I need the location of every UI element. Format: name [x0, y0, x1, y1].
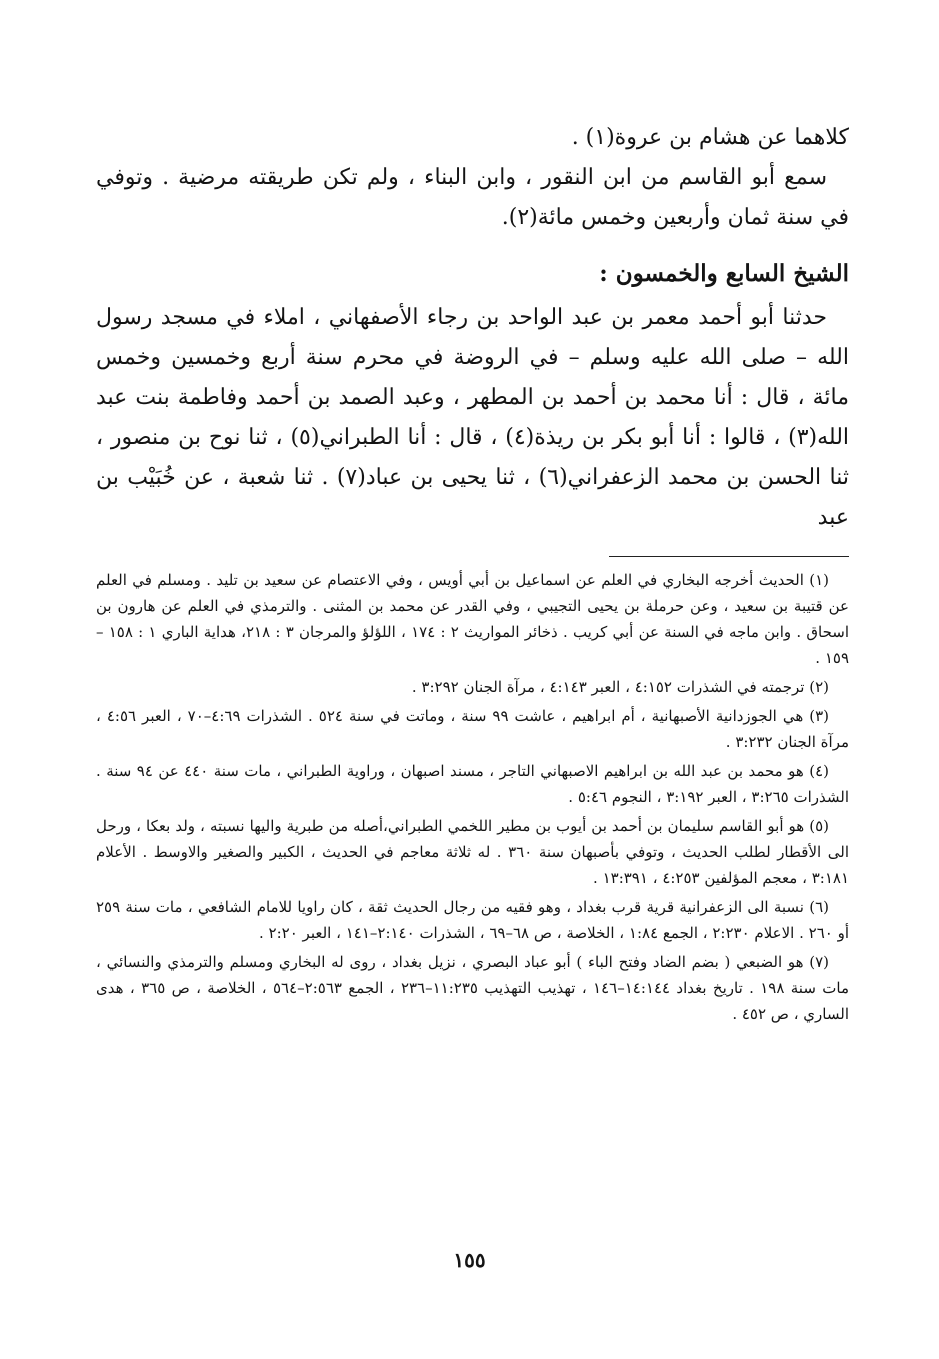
- footnote-7: (٧) هو الضبعي ( بضم الضاد وفتح الباء ) أبو عباد البصري ، نزيل بغداد ، روى له البخاري ومسلم والترمذي والنسائي ، مات سنة ١٩٨ . تاريخ بغداد ١٤:١٤٤–١٤٦ ، تهذيب التهذيب ١١:٢٣٥–٢٣٦ ، الجمع ٢:٥٦٣–٥٦٤ ، الخلاصة ، ص ٣٦٥ ، هدى الساري ، ص ٤٥٢ .: [96, 953, 849, 1023]
- footnote-separator: [609, 556, 849, 557]
- footnote-2: (٢) ترجمته في الشذرات ٤:١٥٢ ، العبر ٤:١٤٣ ، مرآة الجنان ٣:٢٩٢ .: [411, 678, 829, 696]
- paragraph-biography: سمع أبو القاسم من ابن النقور ، وابن البناء ، ولم تكن طريقته مرضية . وتوفي في سنة ثمان وأربعين وخمس مائة(٢).: [96, 165, 849, 230]
- page-number: ١٥٥: [453, 1248, 486, 1272]
- footnote-1: (١) الحديث أخرجه البخاري في العلم عن اسماعيل بن أبي أويس ، وفي الاعتصام عن سعيد بن تليد . ومسلم في العلم عن قتيبة بن سعيد ، وعن حرملة بن يحيى التجيبي ، وفي القدر عن محمد بن المثنى . والترمذي في العلم عن هارون بن اسحاق . وابن ماجه في السنة عن أبي كريب . ذخائر المواريث ٢ : ١٧٤ ، اللؤلؤ والمرجان ٣ : ٢١٨، هداية الباري ١ : ١٥٨ – ١٥٩ .: [96, 571, 849, 667]
- footnotes: [96, 567, 849, 1027]
- section-heading: الشيخ السابع والخمسون :: [599, 260, 849, 287]
- paragraph-narrator-end: كلاهما عن هشام بن عروة(١) .: [571, 125, 849, 150]
- paragraph-hadith-chain: حدثنا أبو أحمد معمر بن عبد الواحد بن رجاء الأصفهاني ، املاء في مسجد رسول الله – صلى الله عليه وسلم – في الروضة في محرم سنة أربع وخمسين وخمس مائة ، قال : أنا محمد بن أحمد بن المطهر ، وعبد الصمد بن أحمد وفاطمة بنت عبد الله(٣) ، قالوا : أنا أبو بكر بن ريذة(٤) ، قال : أنا الطبراني(٥) ، ثنا نوح بن منصور ، ثنا الحسن بن محمد الزعفراني(٦) ، ثنا يحيى بن عباد(٧) . ثنا شعبة ، عن خُبَيْب بن عبد: [96, 305, 850, 530]
- footnote-5: (٥) هو أبو القاسم سليمان بن أحمد بن أيوب بن مطير اللخمي الطبراني،أصله من طبرية واليها نسبته ، ولد بعكا ، ورحل الى الأقطار لطلب الحديث ، وتوفي بأصبهان سنة ٣٦٠ . له ثلاثة معاجم في الحديث ، الكبير والصغير والاوسط . الأعلام ٣:١٨١ ، معجم المؤلفين ٤:٢٥٣ ، ١٣:٣٩١ .: [96, 817, 849, 887]
- main-text: [96, 118, 849, 538]
- footnote-6: (٦) نسبة الى الزعفرانية قرية قرب بغداد ، وهو فقيه من رجال الحديث ثقة ، كان راويا للامام الشافعي ، مات سنة ٢٥٩ أو ٢٦٠ . الاعلام ٢:٢٣٠ ، الجمع ١:٨٤ ، الخلاصة ، ص ٦٨–٦٩ ، الشذرات ٢:١٤٠–١٤١ ، العبر ٢:٢٠ .: [96, 898, 849, 942]
- footnote-3: (٣) هي الجوزدانية الأصبهانية ، أم ابراهيم ، عاشت ٩٩ سنة ، وماتت في سنة ٥٢٤ . الشذرات ٤:٦٩–٧٠ ، العبر ٤:٥٦ ، مرآة الجنان ٣:٢٣٢ .: [96, 707, 849, 751]
- footnote-4: (٤) هو محمد بن عبد الله بن ابراهيم الاصبهاني التاجر ، مسند اصبهان ، وراوية الطبراني ، مات سنة ٤٤٠ عن ٩٤ سنة . الشذرات ٣:٢٦٥ ، العبر ٣:١٩٢ ، النجوم ٥:٤٦ .: [96, 762, 849, 806]
